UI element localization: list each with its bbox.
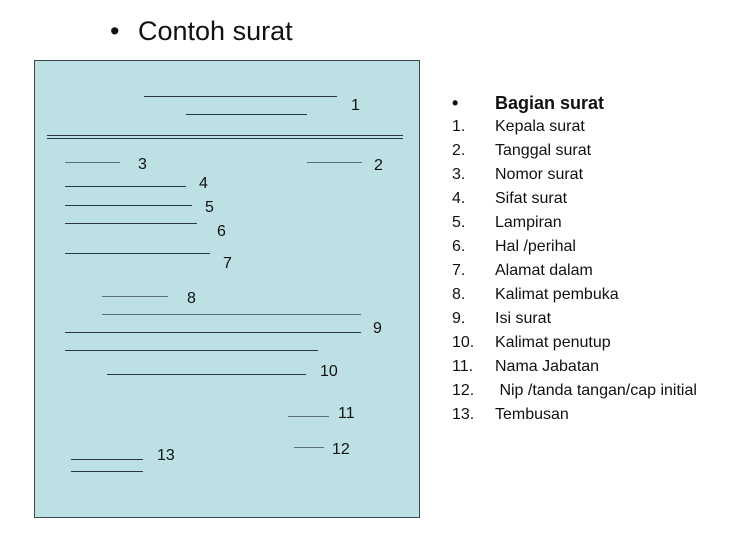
item-text: Nomor surat <box>495 166 584 183</box>
label-13: 13 <box>157 447 175 464</box>
slide-title <box>110 16 293 47</box>
heading-bullet: • <box>452 93 459 113</box>
label-3: 3 <box>138 156 147 173</box>
label-2: 2 <box>374 157 383 174</box>
item-text: Nama Jabatan <box>495 358 600 375</box>
line-tembusan-2 <box>71 471 143 472</box>
label-5: 5 <box>205 199 214 216</box>
item-text: Hal /perihal <box>495 238 576 255</box>
label-1: 1 <box>351 97 360 114</box>
item-text: Alamat dalam <box>495 262 593 279</box>
line-pembuka <box>102 296 168 297</box>
label-11: 11 <box>338 405 355 422</box>
item-index: 10. <box>452 334 475 351</box>
line-sifat <box>65 186 186 187</box>
line-isi-3 <box>65 350 318 351</box>
label-12: 12 <box>332 441 350 458</box>
line-penutup <box>107 374 306 375</box>
item-index: 8. <box>452 286 466 303</box>
item-text: Tanggal surat <box>495 142 592 159</box>
letter-diagram <box>34 60 420 518</box>
item-index: 1. <box>452 118 466 135</box>
item-index: 7. <box>452 262 466 279</box>
item-index: 13. <box>452 406 475 423</box>
item-text: Kalimat penutup <box>495 334 611 351</box>
title-text: Contoh surat <box>138 16 293 46</box>
label-6: 6 <box>217 223 226 240</box>
item-text: Tembusan <box>495 406 569 423</box>
line-isi-1 <box>102 314 361 315</box>
line-kepala-2 <box>186 114 307 115</box>
label-4: 4 <box>199 175 208 192</box>
line-isi-2 <box>65 332 361 333</box>
header-rule-top <box>47 135 403 136</box>
item-index: 3. <box>452 166 466 183</box>
item-text: Kepala surat <box>495 118 585 135</box>
item-text: Sifat surat <box>495 190 568 207</box>
item-index: 6. <box>452 238 466 255</box>
line-nomor <box>65 162 120 163</box>
item-text: Isi surat <box>495 310 552 327</box>
header-rule-bottom <box>47 138 403 139</box>
label-10: 10 <box>320 363 338 380</box>
label-9: 9 <box>373 320 382 337</box>
item-index: 4. <box>452 190 466 207</box>
item-index: 12. <box>452 382 475 399</box>
line-tanggal <box>307 162 362 163</box>
title-bullet: • <box>110 16 120 46</box>
line-alamat <box>65 253 210 254</box>
item-index: 9. <box>452 310 466 327</box>
item-index: 5. <box>452 214 466 231</box>
label-7: 7 <box>223 255 232 272</box>
heading-text: Bagian surat <box>495 93 605 113</box>
item-text: Kalimat pembuka <box>495 286 619 303</box>
line-jabatan <box>288 416 329 417</box>
item-index: 2. <box>452 142 466 159</box>
item-text: Nip /tanda tangan/cap initial <box>495 382 697 399</box>
item-index: 11. <box>452 358 474 375</box>
label-8: 8 <box>187 290 196 307</box>
line-hal <box>65 223 197 224</box>
line-lampiran <box>65 205 192 206</box>
item-text: Lampiran <box>495 214 562 231</box>
line-kepala-1 <box>144 96 337 97</box>
line-nip <box>294 447 324 448</box>
line-tembusan-1 <box>71 459 143 460</box>
